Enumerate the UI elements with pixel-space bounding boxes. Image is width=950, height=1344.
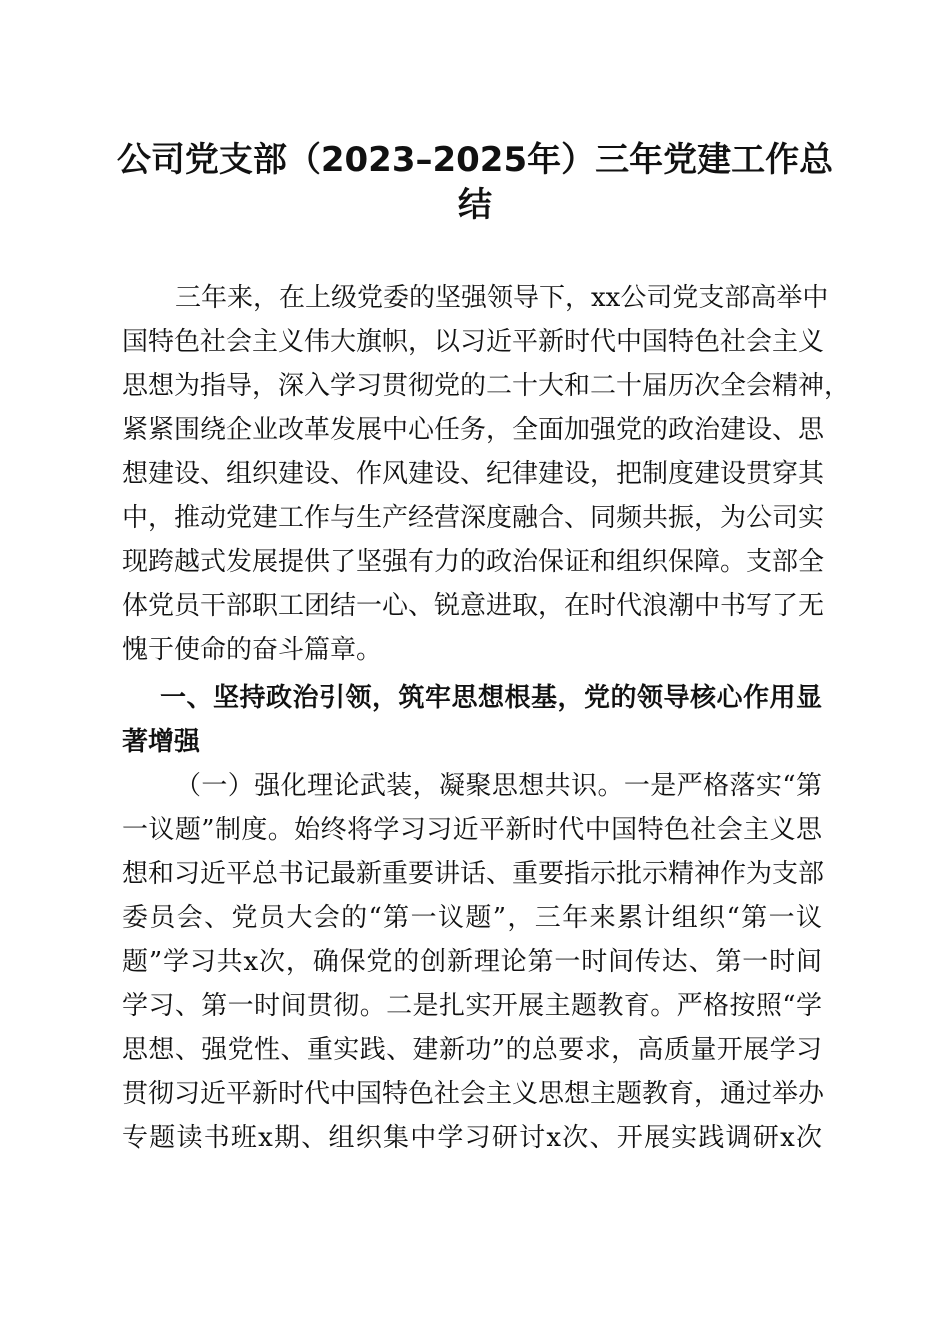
paragraph-line: 体党员干部职工团结一心、锐意进取，在时代浪潮中书写了无	[122, 591, 825, 621]
paragraph-line: 专题读书班x期、组织集中学习研讨x次、开展实践调研x次	[122, 1123, 822, 1153]
paragraph-line: 紧紧围绕企业改革发展中心任务，全面加强党的政治建设、思	[122, 415, 825, 445]
paragraph-line: 国特色社会主义伟大旗帜，以习近平新时代中国特色社会主义	[122, 327, 825, 357]
paragraph-line: 委员会、党员大会的“第一议题”，三年来累计组织“第一议	[122, 903, 822, 933]
document-title-line: 公司党支部（2023–2025年）三年党建工作总	[116, 140, 834, 180]
paragraph-line: 想和习近平总书记最新重要讲话、重要指示批示精神作为支部	[122, 859, 825, 889]
document-title-line: 结	[458, 185, 492, 225]
paragraph-line: 三年来，在上级党委的坚强领导下，xx公司党支部高举中	[175, 283, 829, 313]
paragraph-line: 贯彻习近平新时代中国特色社会主义思想主题教育，通过举办	[122, 1079, 825, 1109]
paragraph-line: 思想为指导，深入学习贯彻党的二十大和二十届历次全会精神，	[122, 371, 851, 401]
paragraph-line: 思想、强党性、重实践、建新功”的总要求，高质量开展学习	[122, 1035, 822, 1065]
paragraph-line: 学习、第一时间贯彻。二是扎实开展主题教育。严格按照“学	[122, 991, 822, 1021]
paragraph-line: 现跨越式发展提供了坚强有力的政治保证和组织保障。支部全	[122, 547, 825, 577]
paragraph-line: 题”学习共x次，确保党的创新理论第一时间传达、第一时间	[122, 947, 822, 977]
heading-line: 著增强	[122, 727, 201, 757]
paragraph-line: 愧于使命的奋斗篇章。	[122, 635, 383, 665]
heading-line: 一、坚持政治引领，筑牢思想根基，党的领导核心作用显	[160, 683, 822, 713]
paragraph-line: 想建设、组织建设、作风建设、纪律建设，把制度建设贯穿其	[122, 459, 825, 489]
paragraph-line: 中，推动党建工作与生产经营深度融合、同频共振，为公司实	[122, 503, 825, 533]
paragraph-line: （一）强化理论武装，凝聚思想共识。一是严格落实“第	[175, 771, 822, 801]
paragraph-line: 一议题”制度。始终将学习习近平新时代中国特色社会主义思	[122, 815, 822, 845]
